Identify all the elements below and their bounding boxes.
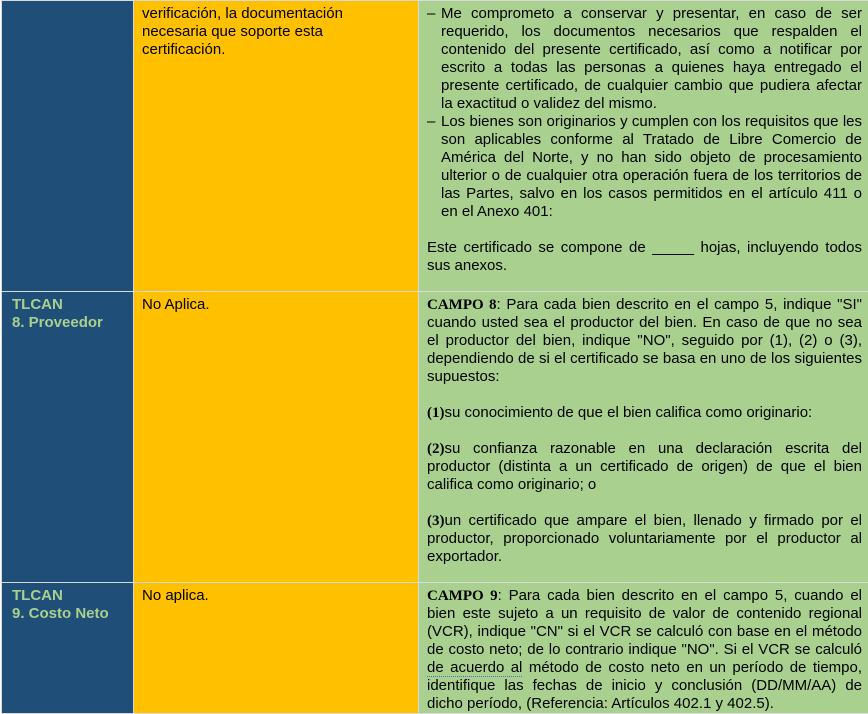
field-description: CAMPO 9: Para cada bien descrito en el campo 5, cuando el bien este sujeto a un requisito de valor de contenido regional (VCR), indique "CN" si el VCR se calculó con base en el método de costo neto; de lo contrario indique "NO". Si el VCR se calculó de acuerdo al método de costo neto en un período de tiempo, identifique las fechas de inicio y conclusión (DD/MM/AA) de dicho período, (Referencia: Artículos 402.1 y 402.5).	[427, 587, 862, 713]
table-row	[2, 583, 868, 714]
row-header-field: 9. Costo Neto	[12, 605, 123, 623]
applicability-cell	[134, 292, 419, 583]
applicability-text: No Aplica.	[142, 296, 410, 314]
list-item: (2)su confianza razonable en una declaración escrita del productor (distinta a un certificado de origen) de que el bien califica como originario; o	[427, 440, 862, 494]
instructions-cell	[419, 1, 868, 292]
applicability-text: No aplica.	[142, 587, 410, 605]
instructions-cell	[419, 583, 868, 714]
field-label: CAMPO 8	[427, 297, 496, 313]
list-item: (3)un certificado que ampare el bien, llenado y firmado por el productor, proporcionado voluntariamente por el productor al exportador.	[427, 512, 862, 566]
list-item: – Los bienes son originarios y cumplen con los requisitos que les son aplicables conforme al Tratado de Libre Comercio de América del Norte, y no han sido objeto de procesamiento ulterior o de cualquier otra operación fuera de los territorios de las Partes, salvo en los casos permitidos en el artículo 411 o en el Anexo 401:	[427, 113, 862, 221]
field-label: CAMPO 9	[427, 588, 498, 604]
spellcheck-mark: de acuerdo al	[427, 659, 522, 677]
row-header-cell	[2, 583, 134, 714]
applicability-text: verificación, la documentación necesaria que soporte esta certificación.	[142, 5, 410, 59]
row-header-treaty: TLCAN	[12, 296, 123, 314]
row-header-cell	[2, 1, 134, 292]
list-item: – Me comprometo a conservar y presentar, en caso de ser requerido, los documentos necesarios que respalden el contenido del presente certificado, así como a notificar por escrito a todas las personas a quienes haya entregado el presente certificado, de cualquier cambio que pudiera afectar la exactitud o validez del mismo.	[427, 5, 862, 113]
sheet-count-text: Este certificado se compone de _____ hojas, incluyendo todos sus anexos.	[427, 239, 862, 275]
list-item: (1)su conocimiento de que el bien califica como originario:	[427, 404, 862, 422]
table-row	[2, 1, 868, 292]
instructions-cell	[419, 292, 868, 583]
row-header-cell	[2, 292, 134, 583]
row-header-field: 8. Proveedor	[12, 314, 123, 332]
certificate-instructions-table	[1, 0, 868, 714]
applicability-cell	[134, 1, 419, 292]
applicability-cell	[134, 583, 419, 714]
table-row	[2, 292, 868, 583]
field-intro: CAMPO 8: Para cada bien descrito en el campo 5, indique "SI" cuando usted sea el productor del bien. En caso de que no sea el productor del bien, indique "NO", seguido por (1), (2) o (3), dependiendo de si el certificado se basa en uno de los siguientes supuestos:	[427, 296, 862, 386]
declaration-list	[427, 5, 862, 221]
row-header-treaty: TLCAN	[12, 587, 123, 605]
